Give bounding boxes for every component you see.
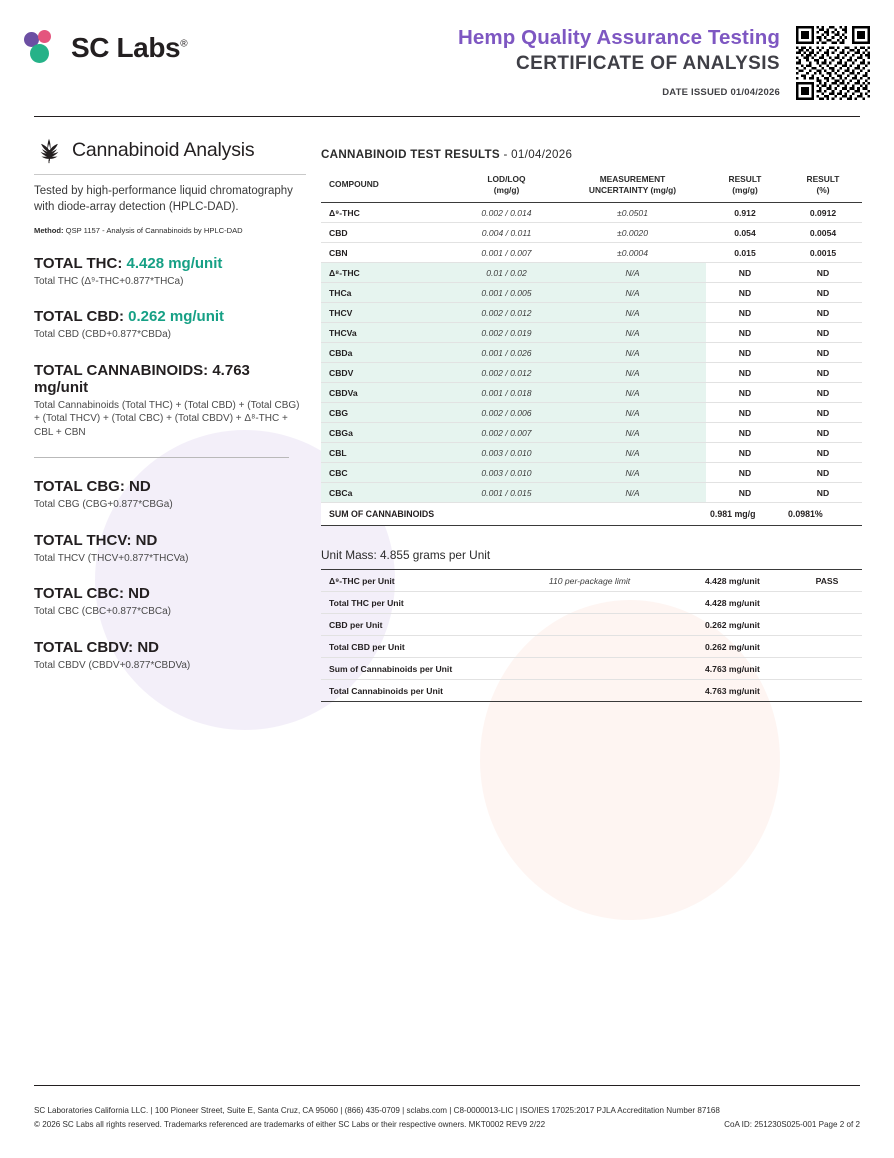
sum-result-pct: 0.0981% <box>784 503 862 526</box>
results-title <box>321 148 862 161</box>
results-title-date: - 01/04/2026 <box>503 148 573 161</box>
total-thcv-note: Total THCV (THCV+0.877*THCVa) <box>34 552 189 564</box>
cell-lod-loq: 0.002 / 0.012 <box>454 303 559 323</box>
cell-result-pct: ND <box>784 263 862 283</box>
table-row <box>321 383 862 403</box>
cell-uncertainty: ±0.0004 <box>559 243 706 263</box>
cell-compound: THCV <box>321 303 454 323</box>
cell-result-mgg: ND <box>706 403 784 423</box>
totals-divider <box>34 457 289 458</box>
cell-uncertainty: N/A <box>559 283 706 303</box>
cell-compound: CBD <box>321 223 454 243</box>
cell-result-mgg: ND <box>706 343 784 363</box>
total-cannabinoids-title: TOTAL CANNABINOIDS: <box>34 361 209 379</box>
cell-uncertainty: N/A <box>559 463 706 483</box>
total-cbg-title: TOTAL CBG: <box>34 478 125 496</box>
cell-uncertainty: N/A <box>559 443 706 463</box>
col-uncertainty-line2: UNCERTAINTY (mg/g) <box>588 184 677 195</box>
cell-compound: CBDa <box>321 343 454 363</box>
unit-mass-heading: Unit Mass: 4.855 grams per Unit <box>321 548 491 562</box>
cell-unit-limit <box>484 636 695 658</box>
cell-uncertainty: N/A <box>559 403 706 423</box>
total-cbdv-block <box>34 639 306 673</box>
table-row <box>321 363 862 383</box>
cell-uncertainty: N/A <box>559 323 706 343</box>
total-cannabinoids-value: 4.763 mg/unit <box>34 361 250 396</box>
cell-compound: CBGa <box>321 423 454 443</box>
cell-compound: Δ⁹-THC <box>321 203 454 223</box>
table-row <box>321 223 862 243</box>
cell-uncertainty: N/A <box>559 303 706 323</box>
sum-of-cannabinoids-row <box>321 503 862 526</box>
cell-result-pct: 0.0912 <box>784 203 862 223</box>
cell-uncertainty: N/A <box>559 383 706 403</box>
total-cbd-block <box>34 308 306 342</box>
results-title-main: CANNABINOID TEST RESULTS <box>321 148 500 161</box>
total-cannabinoids-note: Total Cannabinoids (Total THC) + (Total CBD) + (Total CBG) + (Total THCV) + (Total CBC) + (Total CBDV) + Δ⁸-THC + CBL + CBN <box>34 399 300 438</box>
col-result-mgg-line1: RESULT <box>728 174 762 184</box>
cell-result-mgg: ND <box>706 483 784 503</box>
cell-result-pct: ND <box>784 403 862 423</box>
cell-uncertainty: ±0.0020 <box>559 223 706 243</box>
cell-result-mgg: ND <box>706 283 784 303</box>
method-value: QSP 1157 - Analysis of Cannabinoids by HPLC-DAD <box>65 225 243 235</box>
method-reference <box>34 226 306 235</box>
cell-uncertainty: N/A <box>559 423 706 443</box>
cell-unit-limit <box>484 680 695 702</box>
cell-unit-limit <box>484 614 695 636</box>
cell-result-pct: ND <box>784 383 862 403</box>
table-row <box>321 323 862 343</box>
per-unit-table-body <box>321 570 862 702</box>
total-cbc-note: Total CBC (CBC+0.877*CBCa) <box>34 606 171 618</box>
table-row <box>321 570 862 592</box>
table-row <box>321 680 862 702</box>
section-header <box>34 136 306 164</box>
cell-result-mgg: ND <box>706 363 784 383</box>
footer-divider <box>34 1085 860 1086</box>
table-row <box>321 463 862 483</box>
page-footer <box>34 1104 860 1132</box>
col-result-pct-line2: (%) <box>816 184 830 195</box>
method-description: Tested by high-performance liquid chromatography with diode-array detection (HPLC-DAD). <box>34 185 293 213</box>
cell-uncertainty: ±0.0501 <box>559 203 706 223</box>
total-cbc-value: ND <box>128 585 150 603</box>
cell-result-mgg: 0.054 <box>706 223 784 243</box>
cell-unit-name: Total Cannabinoids per Unit <box>321 680 484 702</box>
cell-compound: CBL <box>321 443 454 463</box>
cell-lod-loq: 0.002 / 0.007 <box>454 423 559 443</box>
total-cbg-block <box>34 478 306 512</box>
cell-unit-value: 4.763 mg/unit <box>695 658 792 680</box>
footer-copyright: © 2026 SC Labs all rights reserved. Trademarks referenced are trademarks of either SC Labs or their respective owners. MKT0002 REV9 2/22 <box>34 1119 546 1129</box>
total-cbc-label <box>34 585 306 602</box>
cell-uncertainty: N/A <box>559 483 706 503</box>
cell-compound: CBN <box>321 243 454 263</box>
cell-result-mgg: ND <box>706 443 784 463</box>
total-thc-title: TOTAL THC: <box>34 254 123 272</box>
date-issued: DATE ISSUED 01/04/2026 <box>662 87 780 98</box>
footer-coa-id: CoA ID: 251230S025-001 Page 2 of 2 <box>724 1119 860 1129</box>
cell-unit-status <box>792 658 862 680</box>
cell-compound: CBC <box>321 463 454 483</box>
total-cbc-title: TOTAL CBC: <box>34 585 124 603</box>
cell-lod-loq: 0.01 / 0.02 <box>454 263 559 283</box>
section-title: Cannabinoid Analysis <box>72 138 255 161</box>
header-divider <box>34 116 860 117</box>
cell-result-pct: ND <box>784 483 862 503</box>
total-thcv-block <box>34 532 306 566</box>
method-label: Method: <box>34 225 64 235</box>
cell-unit-limit <box>484 658 695 680</box>
total-cbc-block <box>34 585 306 619</box>
cell-result-mgg: 0.015 <box>706 243 784 263</box>
table-row <box>321 403 862 423</box>
cell-uncertainty: N/A <box>559 343 706 363</box>
cell-compound: THCVa <box>321 323 454 343</box>
total-thc-block <box>34 255 306 289</box>
sc-labs-logo-icon <box>24 30 62 66</box>
cell-compound: CBDV <box>321 363 454 383</box>
cell-result-pct: ND <box>784 323 862 343</box>
total-cannabinoids-block <box>34 362 306 440</box>
cell-uncertainty: N/A <box>559 363 706 383</box>
report-type-title: Hemp Quality Assurance Testing <box>458 26 780 49</box>
cell-result-pct: ND <box>784 443 862 463</box>
cell-unit-value: 4.763 mg/unit <box>695 680 792 702</box>
total-thc-note: Total THC (Δ⁹-THC+0.877*THCa) <box>34 275 184 287</box>
col-result-mgg-line2: (mg/g) <box>732 184 758 195</box>
total-thc-label <box>34 255 306 272</box>
col-compound: COMPOUND <box>321 168 454 203</box>
cell-unit-value: 4.428 mg/unit <box>695 570 792 592</box>
cell-result-mgg: ND <box>706 463 784 483</box>
header-titles <box>458 16 796 98</box>
qr-code-icon <box>796 26 870 100</box>
sum-blank-2 <box>559 503 706 526</box>
cell-result-pct: ND <box>784 363 862 383</box>
table-row <box>321 614 862 636</box>
results-panel <box>321 148 862 702</box>
cell-unit-limit: 110 per-package limit <box>484 570 695 592</box>
table-row <box>321 283 862 303</box>
total-cbg-note: Total CBG (CBG+0.877*CBGa) <box>34 499 173 511</box>
cell-lod-loq: 0.002 / 0.019 <box>454 323 559 343</box>
table-header-row <box>321 168 862 203</box>
cell-unit-name: Total THC per Unit <box>321 592 484 614</box>
col-uncertainty-line1: MEASUREMENT <box>599 174 666 184</box>
table-row <box>321 263 862 283</box>
col-uncertainty <box>559 168 706 203</box>
total-cbd-value: 0.262 mg/unit <box>128 308 225 326</box>
total-cbd-note: Total CBD (CBD+0.877*CBDa) <box>34 329 171 341</box>
col-lod-loq <box>454 168 559 203</box>
total-thcv-label <box>34 532 306 549</box>
total-thc-value: 4.428 mg/unit <box>126 254 223 272</box>
total-cbdv-label <box>34 639 306 656</box>
cell-unit-status: PASS <box>792 570 862 592</box>
cell-unit-name: CBD per Unit <box>321 614 484 636</box>
cell-lod-loq: 0.002 / 0.012 <box>454 363 559 383</box>
cell-result-pct: ND <box>784 423 862 443</box>
cell-lod-loq: 0.003 / 0.010 <box>454 463 559 483</box>
cell-result-mgg: 0.912 <box>706 203 784 223</box>
table-row <box>321 658 862 680</box>
table-row <box>321 343 862 363</box>
table-row <box>321 592 862 614</box>
total-cbdv-title: TOTAL CBDV: <box>34 638 134 656</box>
total-cbg-label <box>34 478 306 495</box>
cell-unit-limit <box>484 592 695 614</box>
total-cbd-label <box>34 308 306 325</box>
brand-name: SC Labs® <box>71 32 188 63</box>
total-thcv-title: TOTAL THCV: <box>34 531 132 549</box>
cell-lod-loq: 0.003 / 0.010 <box>454 443 559 463</box>
page-title: CERTIFICATE OF ANALYSIS <box>516 53 780 74</box>
cell-unit-status <box>792 614 862 636</box>
cannabinoid-analysis-panel <box>34 136 306 672</box>
cell-compound: Δ⁸-THC <box>321 263 454 283</box>
sum-result-mgg: 0.981 mg/g <box>706 503 784 526</box>
col-result-pct <box>784 168 862 203</box>
cell-lod-loq: 0.002 / 0.006 <box>454 403 559 423</box>
cell-unit-name: Total CBD per Unit <box>321 636 484 658</box>
cell-unit-status <box>792 636 862 658</box>
cell-lod-loq: 0.001 / 0.018 <box>454 383 559 403</box>
footer-address-line: SC Laboratories California LLC. | 100 Pioneer Street, Suite E, Santa Cruz, CA 95060 | (866) 435-0709 | sclabs.com | C8-0000013-LIC | ISO/IES 17025:2017 PJLA Accreditation Number 87168 <box>34 1105 720 1115</box>
col-lod-loq-line2: (mg/g) <box>493 184 520 195</box>
cell-result-mgg: ND <box>706 303 784 323</box>
cell-unit-name: Sum of Cannabinoids per Unit <box>321 658 484 680</box>
brand-registered-mark: ® <box>180 38 188 50</box>
table-row <box>321 303 862 323</box>
cell-unit-status <box>792 680 862 702</box>
cannabinoid-results-table <box>321 168 862 526</box>
cell-compound: CBDVa <box>321 383 454 403</box>
total-cbdv-value: ND <box>137 638 160 656</box>
cell-result-pct: 0.0054 <box>784 223 862 243</box>
cell-lod-loq: 0.001 / 0.007 <box>454 243 559 263</box>
cell-compound: THCa <box>321 283 454 303</box>
total-cbg-value: ND <box>129 478 151 496</box>
col-result-pct-line1: RESULT <box>806 174 840 184</box>
cell-lod-loq: 0.001 / 0.026 <box>454 343 559 363</box>
cell-unit-value: 0.262 mg/unit <box>695 636 792 658</box>
total-cbd-title: TOTAL CBD: <box>34 308 124 326</box>
col-result-mgg <box>706 168 784 203</box>
cell-result-mgg: ND <box>706 263 784 283</box>
sc-labs-logo <box>24 16 187 66</box>
cell-uncertainty: N/A <box>559 263 706 283</box>
table-row <box>321 243 862 263</box>
table-row <box>321 636 862 658</box>
total-thcv-value: ND <box>135 531 158 549</box>
cell-result-mgg: ND <box>706 323 784 343</box>
cannabinoid-results-body <box>321 203 862 503</box>
cell-result-pct: ND <box>784 303 862 323</box>
footer-second-line <box>34 1118 860 1132</box>
per-unit-table <box>321 569 862 702</box>
cell-result-pct: ND <box>784 463 862 483</box>
total-cbdv-note: Total CBDV (CBDV+0.877*CBDVa) <box>34 659 191 671</box>
total-cannabinoids-label <box>34 362 306 396</box>
table-row <box>321 423 862 443</box>
table-row <box>321 483 862 503</box>
cell-lod-loq: 0.001 / 0.015 <box>454 483 559 503</box>
sum-blank-1 <box>454 503 559 526</box>
table-row <box>321 443 862 463</box>
cell-lod-loq: 0.002 / 0.014 <box>454 203 559 223</box>
cell-result-pct: 0.0015 <box>784 243 862 263</box>
cell-result-mgg: ND <box>706 383 784 403</box>
cell-result-pct: ND <box>784 283 862 303</box>
cell-compound: CBG <box>321 403 454 423</box>
cell-result-pct: ND <box>784 343 862 363</box>
sum-label: SUM OF CANNABINOIDS <box>321 503 454 526</box>
col-lod-loq-line1: LOD/LOQ <box>487 174 526 184</box>
cannabis-leaf-icon <box>34 136 64 164</box>
cell-unit-status <box>792 592 862 614</box>
cell-compound: CBCa <box>321 483 454 503</box>
cell-unit-value: 0.262 mg/unit <box>695 614 792 636</box>
cell-lod-loq: 0.001 / 0.005 <box>454 283 559 303</box>
cell-unit-value: 4.428 mg/unit <box>695 592 792 614</box>
cell-result-mgg: ND <box>706 423 784 443</box>
cell-lod-loq: 0.004 / 0.011 <box>454 223 559 243</box>
section-rule <box>34 174 306 175</box>
table-row <box>321 203 862 223</box>
cell-unit-name: Δ⁹-THC per Unit <box>321 570 484 592</box>
page-header <box>0 0 894 112</box>
